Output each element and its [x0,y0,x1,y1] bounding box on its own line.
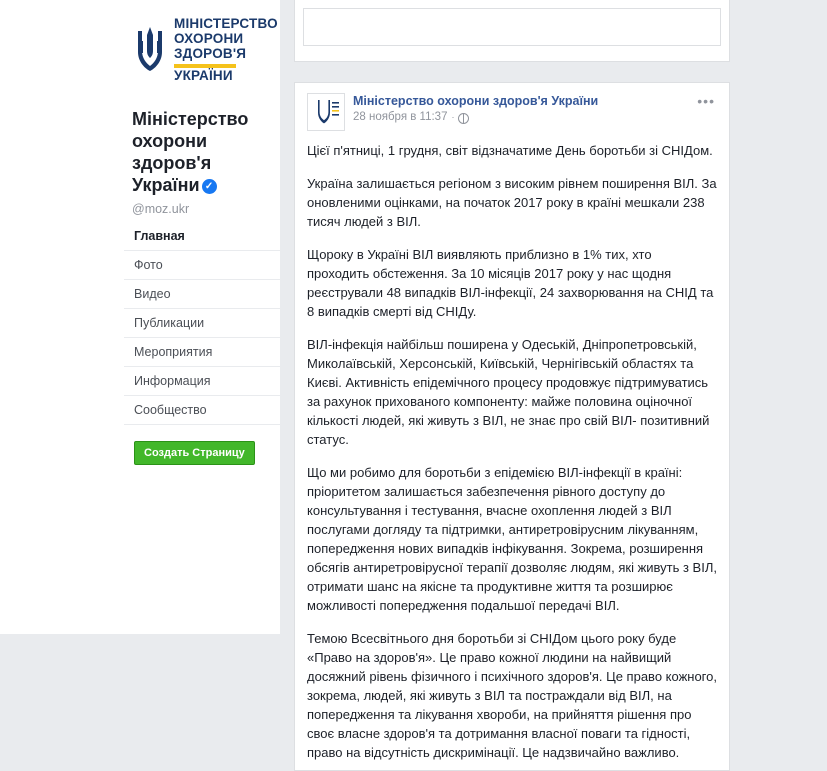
page-handle: @moz.ukr [132,202,190,216]
post-meta [353,111,598,123]
post-paragraph-3: Щороку в Україні ВІЛ виявляють приблизно в 1% тих, хто проходить обстеження. За 10 місяців 2017 року у нас щодня реєстрували 48 випадків ВІЛ-інфекції, 24 захворювання на СНІД та 8 випадків смерті від СНІДу. [307,247,714,319]
logo-line-3: ЗДОРОВ'Я [174,46,247,61]
logo-line-4: УКРАЇНИ [174,68,233,83]
page-title-text: Міністерство охорони здоров'я України [132,109,249,195]
page-title[interactable] [132,108,272,196]
page-title-block [124,100,280,200]
composer-input-area[interactable] [303,8,721,46]
sidebar-item-photos[interactable]: Фото [124,251,280,280]
logo-line-2: ОХОРОНИ [174,31,244,46]
sidebar-item-info[interactable]: Информация [124,367,280,396]
create-page-button[interactable]: Создать Страницу [134,441,255,465]
post-paragraph-5: Що ми робимо для боротьби з епідемією ВІЛ-інфекції в країні: пріоритетом залишається забезпечення рівного доступу до консультування і тестування, вчасне охоплення людей з ВІЛ послугами догляду та підтримки, антиретровірусним лікуванням, попередження нових випадків інфікування. Зокрема, розширення обсягів антиретровірусної терапії дозволяє людям, які живуть з ВІЛ, отримати шанс на якісне та продуктивне життя та розширює можливості попередження подальшої передачі ВІЛ. [307,465,717,613]
page-nav-list [124,222,280,425]
globe-icon [458,113,469,124]
sidebar-item-home[interactable]: Главная [124,222,280,251]
sidebar-item-events[interactable]: Мероприятия [124,338,280,367]
post-author-link[interactable]: Міністерство охорони здоров'я України [353,94,599,108]
post-paragraph-1: Цієї п'ятниці, 1 грудня, світ відзначатиме День боротьби зі СНІДом. [307,143,713,158]
post-body [307,141,717,762]
ukraine-trident-icon [130,22,170,78]
page-left-gutter [0,0,124,634]
composer-card[interactable] [294,0,730,62]
meta-separator-dot: · [451,112,455,122]
sidebar-item-posts[interactable]: Публикации [124,309,280,338]
post-header [307,93,717,131]
sidebar-item-community[interactable]: Сообщество [124,396,280,425]
feed-column [280,0,827,760]
post-header-text [353,93,598,123]
more-options-icon[interactable]: ••• [697,93,715,109]
post-paragraph-4: ВІЛ-інфекція найбільш поширена у Одеській, Дніпропетровській, Миколаївській, Херсонській, Київській, Чернігівській областях та Києві. Активність епідемічного процесу продовжує підтримуватись за рахунок прихованого компоненту: майже половина оціночної кількості людей, які живуть з ВІЛ, не знає про свій ВІЛ- позитивний статус. [307,337,710,447]
sidebar-item-videos[interactable]: Видео [124,280,280,309]
page-sidebar [124,0,280,634]
verified-badge-icon: ✓ [202,179,217,194]
post-card [294,82,730,771]
logo-line-1: МІНІСТЕРСТВО [174,16,278,31]
post-timestamp[interactable]: 28 ноября в 11:37 [353,111,448,123]
post-paragraph-2: Україна залишається регіоном з високим рівнем поширення ВІЛ. За оновленими оцінками, на початок 2017 року в країні мешкали 238 тисяч людей з ВІЛ. [307,176,717,229]
avatar[interactable] [307,93,345,131]
page-logo-text [174,16,278,83]
post-paragraph-6: Темою Всесвітнього дня боротьби зі СНІДом цього року буде «Право на здоров'я». Це право кожної людини на найвищий досяжний рівень фізичного і психічного здоров'я. Це право кожного, зокрема, людей, які живуть з ВІЛ та постраждали від ВІЛ, на попередження та лікування хвороби, на прийняття рішення про своє власне здоров'я та дотримання власної поваги та гідності, право на відсутність дискримінації. Це надзвичайно важливо. [307,631,717,760]
page-logo[interactable] [124,0,280,100]
